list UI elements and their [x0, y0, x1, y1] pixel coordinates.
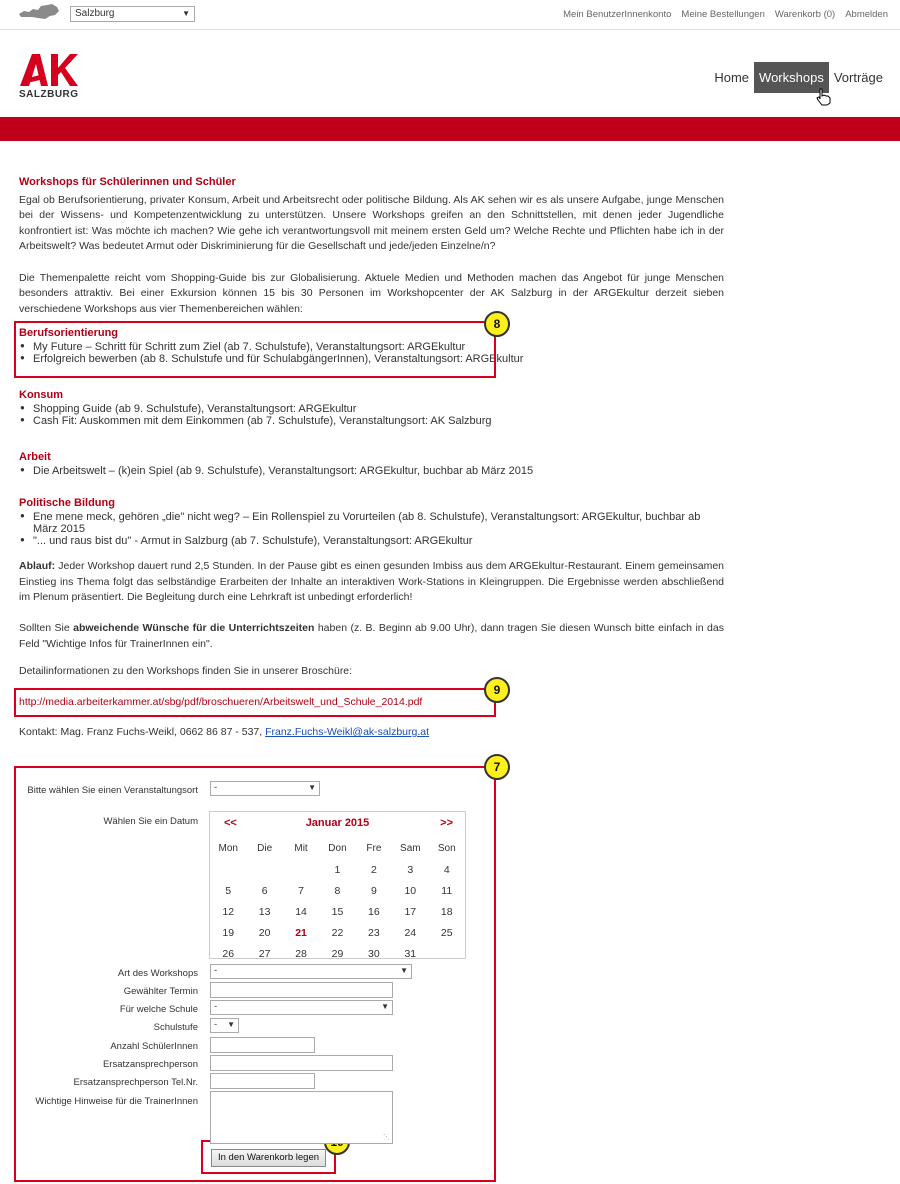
annotation-badge-9: 9: [484, 677, 510, 703]
calendar-day[interactable]: 28: [295, 947, 307, 960]
calendar-day[interactable]: 8: [334, 884, 341, 897]
school-select-value: -: [214, 1001, 218, 1012]
calendar-weekday: Die: [257, 843, 273, 854]
date-calendar: [209, 811, 466, 959]
venue-select-value: -: [214, 782, 218, 793]
calendar-day[interactable]: 23: [368, 926, 380, 939]
ablauf-label: Ablauf:: [19, 560, 56, 572]
student-count-input[interactable]: [210, 1037, 315, 1053]
calendar-week-row: [210, 880, 465, 901]
list-item: ● Cash Fit: Auskommen mit dem Einkommen (ab 7. Schulstufe), Veranstaltungsort: AK Salzburg: [19, 415, 724, 427]
add-to-cart-button[interactable]: In den Warenkorb legen: [211, 1149, 326, 1167]
calendar-day[interactable]: 29: [331, 947, 344, 960]
chevron-down-icon: ▼: [381, 1002, 389, 1011]
calendar-day[interactable]: 1: [334, 863, 341, 876]
calendar-week-row: [210, 859, 465, 880]
calendar-day[interactable]: 6: [261, 884, 268, 897]
list-item: ● Die Arbeitswelt – (k)ein Spiel (ab 9. Schulstufe), Veranstaltungsort: ARGEkultur, buchbar ab März 2015: [19, 465, 724, 477]
calendar-day[interactable]: 11: [441, 884, 453, 897]
chevron-down-icon: ▼: [182, 9, 190, 18]
notes-textarea[interactable]: [210, 1091, 393, 1144]
calendar-day[interactable]: 31: [404, 947, 417, 960]
brochure-link[interactable]: http://media.arbeiterkammer.at/sbg/pdf/broschueren/Arbeitswelt_und_Schule_2014.pdf: [19, 696, 423, 708]
austria-map-icon[interactable]: [18, 2, 60, 22]
alt-phone-label: Ersatzansprechperson Tel.Nr.: [73, 1077, 198, 1088]
workshop-type-select[interactable]: [210, 964, 412, 979]
calendar-day[interactable]: 14: [295, 905, 307, 918]
calendar-grid: [210, 838, 465, 964]
ablauf-paragraph: [19, 559, 724, 606]
wish-paragraph: [19, 621, 724, 652]
calendar-day[interactable]: 12: [222, 905, 235, 918]
calendar-week-row: [210, 901, 465, 922]
alt-phone-input[interactable]: [210, 1073, 315, 1089]
page-title: Workshops für Schülerinnen und Schüler: [19, 176, 236, 188]
logout-link[interactable]: Abmelden: [845, 9, 888, 20]
term-input[interactable]: [210, 982, 393, 998]
workshop-type-label: Art des Workshops: [117, 968, 198, 979]
calendar-day[interactable]: 3: [407, 863, 414, 876]
section-title: Berufsorientierung: [19, 327, 119, 339]
cart-link[interactable]: Warenkorb (0): [774, 9, 836, 20]
wish-bold: abweichende Wünsche für die Unterrichtszeiten: [73, 622, 315, 634]
list-item: ● "... und raus bist du" - Armut in Salzburg (ab 7. Schulstufe), Veranstaltungsort: ARGEkultur: [19, 535, 724, 547]
list-item: ● Shopping Guide (ab 9. Schulstufe), Veranstaltungsort: ARGEkultur: [19, 403, 724, 415]
contact-email-link[interactable]: Franz.Fuchs-Weikl@ak-salzburg.at: [265, 726, 430, 738]
wish-pre: Sollten Sie: [19, 622, 74, 634]
wish-post: haben (z. B. Beginn ab 9.00 Uhr), dann tragen Sie diesen Wunsch bitte einfach in das Feld "Wichtige Infos für TrainerInnen ein".: [19, 622, 724, 650]
calendar-day[interactable]: 17: [404, 905, 417, 918]
calendar-day[interactable]: 4: [443, 863, 450, 876]
calendar-day[interactable]: 20: [258, 926, 271, 939]
resize-handle-icon[interactable]: ⋱: [383, 1134, 390, 1141]
venue-select[interactable]: [210, 781, 320, 796]
logo-text: SALZBURG: [19, 89, 79, 100]
red-banner: [0, 117, 900, 141]
calendar-day[interactable]: 16: [368, 905, 380, 918]
intro: [19, 175, 724, 317]
calendar-weekday: Don: [328, 843, 347, 854]
calendar-day[interactable]: 26: [222, 947, 235, 960]
student-count-label: Anzahl SchülerInnen: [110, 1041, 198, 1052]
calendar-month-title: Januar 2015: [305, 817, 370, 829]
ablauf-text: Jeder Workshop dauert rund 2,5 Stunden. In der Pause gibt es einen gesunden Imbiss aus dem ARGEkultur-Restaurant. Einem gemeinsamen Einstieg ins Thema folgt das selbständige Erarbeiten der Inhalte an interaktiven Work-Stations in Kleingruppen. Die Ergebnisse werden abschließend im Plenum präsentiert. Die Begleitung durch eine Lehrkraft ist unbedingt erforderlich!: [19, 560, 724, 603]
annotation-badge-8: 8: [484, 311, 510, 337]
calendar-weekday: Mit: [294, 843, 308, 854]
list-item: ● Ene mene meck, gehören „die" nicht weg? – Ein Rollenspiel zu Vorurteilen (ab 8. Schulstufe), Veranstaltungsort: ARGEkultur, buchbar ab März 2015: [19, 511, 724, 535]
contact-line: [19, 726, 724, 738]
venue-label: Bitte wählen Sie einen Veranstaltungsort: [27, 785, 198, 796]
calendar-weekday: Mon: [218, 843, 238, 854]
section-title: Konsum: [19, 389, 63, 401]
calendar-day[interactable]: 5: [225, 884, 232, 897]
school-label: Für welche Schule: [119, 1004, 198, 1015]
contact-text: Kontakt: Mag. Franz Fuchs-Weikl, 0662 86 87 - 537,: [19, 726, 266, 738]
alt-contact-input[interactable]: [210, 1055, 393, 1071]
annotation-badge-7: 7: [484, 754, 510, 780]
list-item: ● My Future – Schritt für Schritt zum Ziel (ab 7. Schulstufe), Veranstaltungsort: ARGEkultur: [19, 341, 724, 353]
calendar-day[interactable]: 10: [404, 884, 417, 897]
calendar-day[interactable]: 9: [370, 884, 377, 897]
grade-select-value: -: [214, 1019, 218, 1030]
nav-vortraege[interactable]: Vorträge: [833, 70, 883, 85]
section-title: Arbeit: [19, 451, 51, 463]
notes-label: Wichtige Hinweise für die TrainerInnen: [35, 1096, 198, 1107]
chevron-down-icon: ▼: [400, 966, 408, 975]
calendar-header: [210, 812, 465, 834]
brochure-text: Detailinformationen zu den Workshops finden Sie in unserer Broschüre:: [19, 665, 353, 677]
my-orders-link[interactable]: Meine Bestellungen: [681, 9, 765, 20]
intro-paragraph-2: Die Themenpalette reicht vom Shopping-Guide bis zur Globalisierung. Aktuele Medien und Methoden machen das Angebot für junge Menschen besonders attraktiv. Bei einer Exkursion können 15 bis 30 Personen im Workshopcenter der AK Salzburg in der ARGEkultur derzeit sieben verschiedene Workshops aus vier Themenbereichen wählen:: [19, 271, 724, 315]
chevron-down-icon: ▼: [227, 1020, 235, 1029]
top-bar: [0, 0, 900, 30]
annotation-box-8: [14, 321, 496, 378]
account-links: [563, 9, 888, 20]
calendar-day[interactable]: 15: [331, 905, 344, 918]
region-select-value: Salzburg: [75, 8, 115, 19]
calendar-weekday: Sam: [400, 843, 421, 854]
region-select[interactable]: [70, 6, 195, 22]
intro-paragraph-1: Egal ob Berufsorientierung, privater Konsum, Arbeit und Arbeitsrecht oder politische Bildung. Als AK sehen wir es als unsere Aufgabe, junge Menschen bei der Wissens- und Kompetenzentwicklung zu unterstützen. Unsere Workshops greifen an den Schnittstellen, mit denen jeder Jugendliche konfrontiert ist: Was möchte ich machen? Wie gehe ich verantwortungsvoll mit meinem ersten Geld um? Welche Rechte und Pflichten habe ich in der Arbeitswelt? Was bedeutet Armut oder Diskriminierung für die Gesellschaft und jede/jeden Einzelne/n?: [19, 193, 724, 252]
date-label: Wählen Sie ein Datum: [103, 816, 198, 827]
annotation-box-9: [14, 688, 496, 717]
calendar-day[interactable]: 30: [368, 947, 380, 960]
calendar-weekday-row: [210, 838, 465, 859]
my-account-link[interactable]: Mein BenutzerInnenkonto: [563, 9, 672, 20]
calendar-day[interactable]: 25: [440, 926, 453, 939]
calendar-weekday: Fre: [366, 843, 382, 854]
school-select[interactable]: [210, 1000, 393, 1015]
alt-contact-label: Ersatzansprechperson: [102, 1059, 198, 1070]
grade-select[interactable]: [210, 1018, 239, 1033]
section-title: Politische Bildung: [19, 497, 115, 509]
calendar-day[interactable]: 18: [440, 905, 453, 918]
section-politische-bildung: [19, 497, 724, 547]
main-nav: [709, 62, 888, 93]
calendar-day[interactable]: 7: [298, 884, 304, 897]
term-label: Gewählter Termin: [123, 986, 198, 997]
grade-label: Schulstufe: [153, 1022, 198, 1033]
calendar-day[interactable]: 2: [370, 863, 377, 876]
calendar-day[interactable]: 22: [331, 926, 344, 939]
calendar-next-button[interactable]: >>: [440, 817, 453, 829]
calendar-weekday: Son: [437, 843, 456, 854]
chevron-down-icon: ▼: [308, 783, 316, 792]
calendar-day[interactable]: 13: [258, 905, 271, 918]
calendar-day[interactable]: 19: [222, 926, 235, 939]
hand-cursor-icon: [815, 88, 831, 106]
section-arbeit: [19, 451, 724, 477]
calendar-week-row: [210, 943, 465, 964]
calendar-prev-button[interactable]: <<: [224, 817, 237, 829]
nav-workshops[interactable]: Workshops: [754, 62, 829, 93]
list-item: ● Erfolgreich bewerben (ab 8. Schulstufe und für SchulabgängerInnen), Veranstaltungsort: ARGEkultur: [19, 353, 724, 365]
section-konsum: [19, 389, 724, 427]
calendar-day[interactable]: 24: [404, 926, 417, 939]
workshop-type-value: -: [214, 965, 218, 976]
calendar-day[interactable]: 21: [295, 926, 307, 939]
calendar-day[interactable]: 27: [258, 947, 271, 960]
calendar-week-row: [210, 922, 465, 943]
nav-home[interactable]: Home: [714, 70, 750, 85]
